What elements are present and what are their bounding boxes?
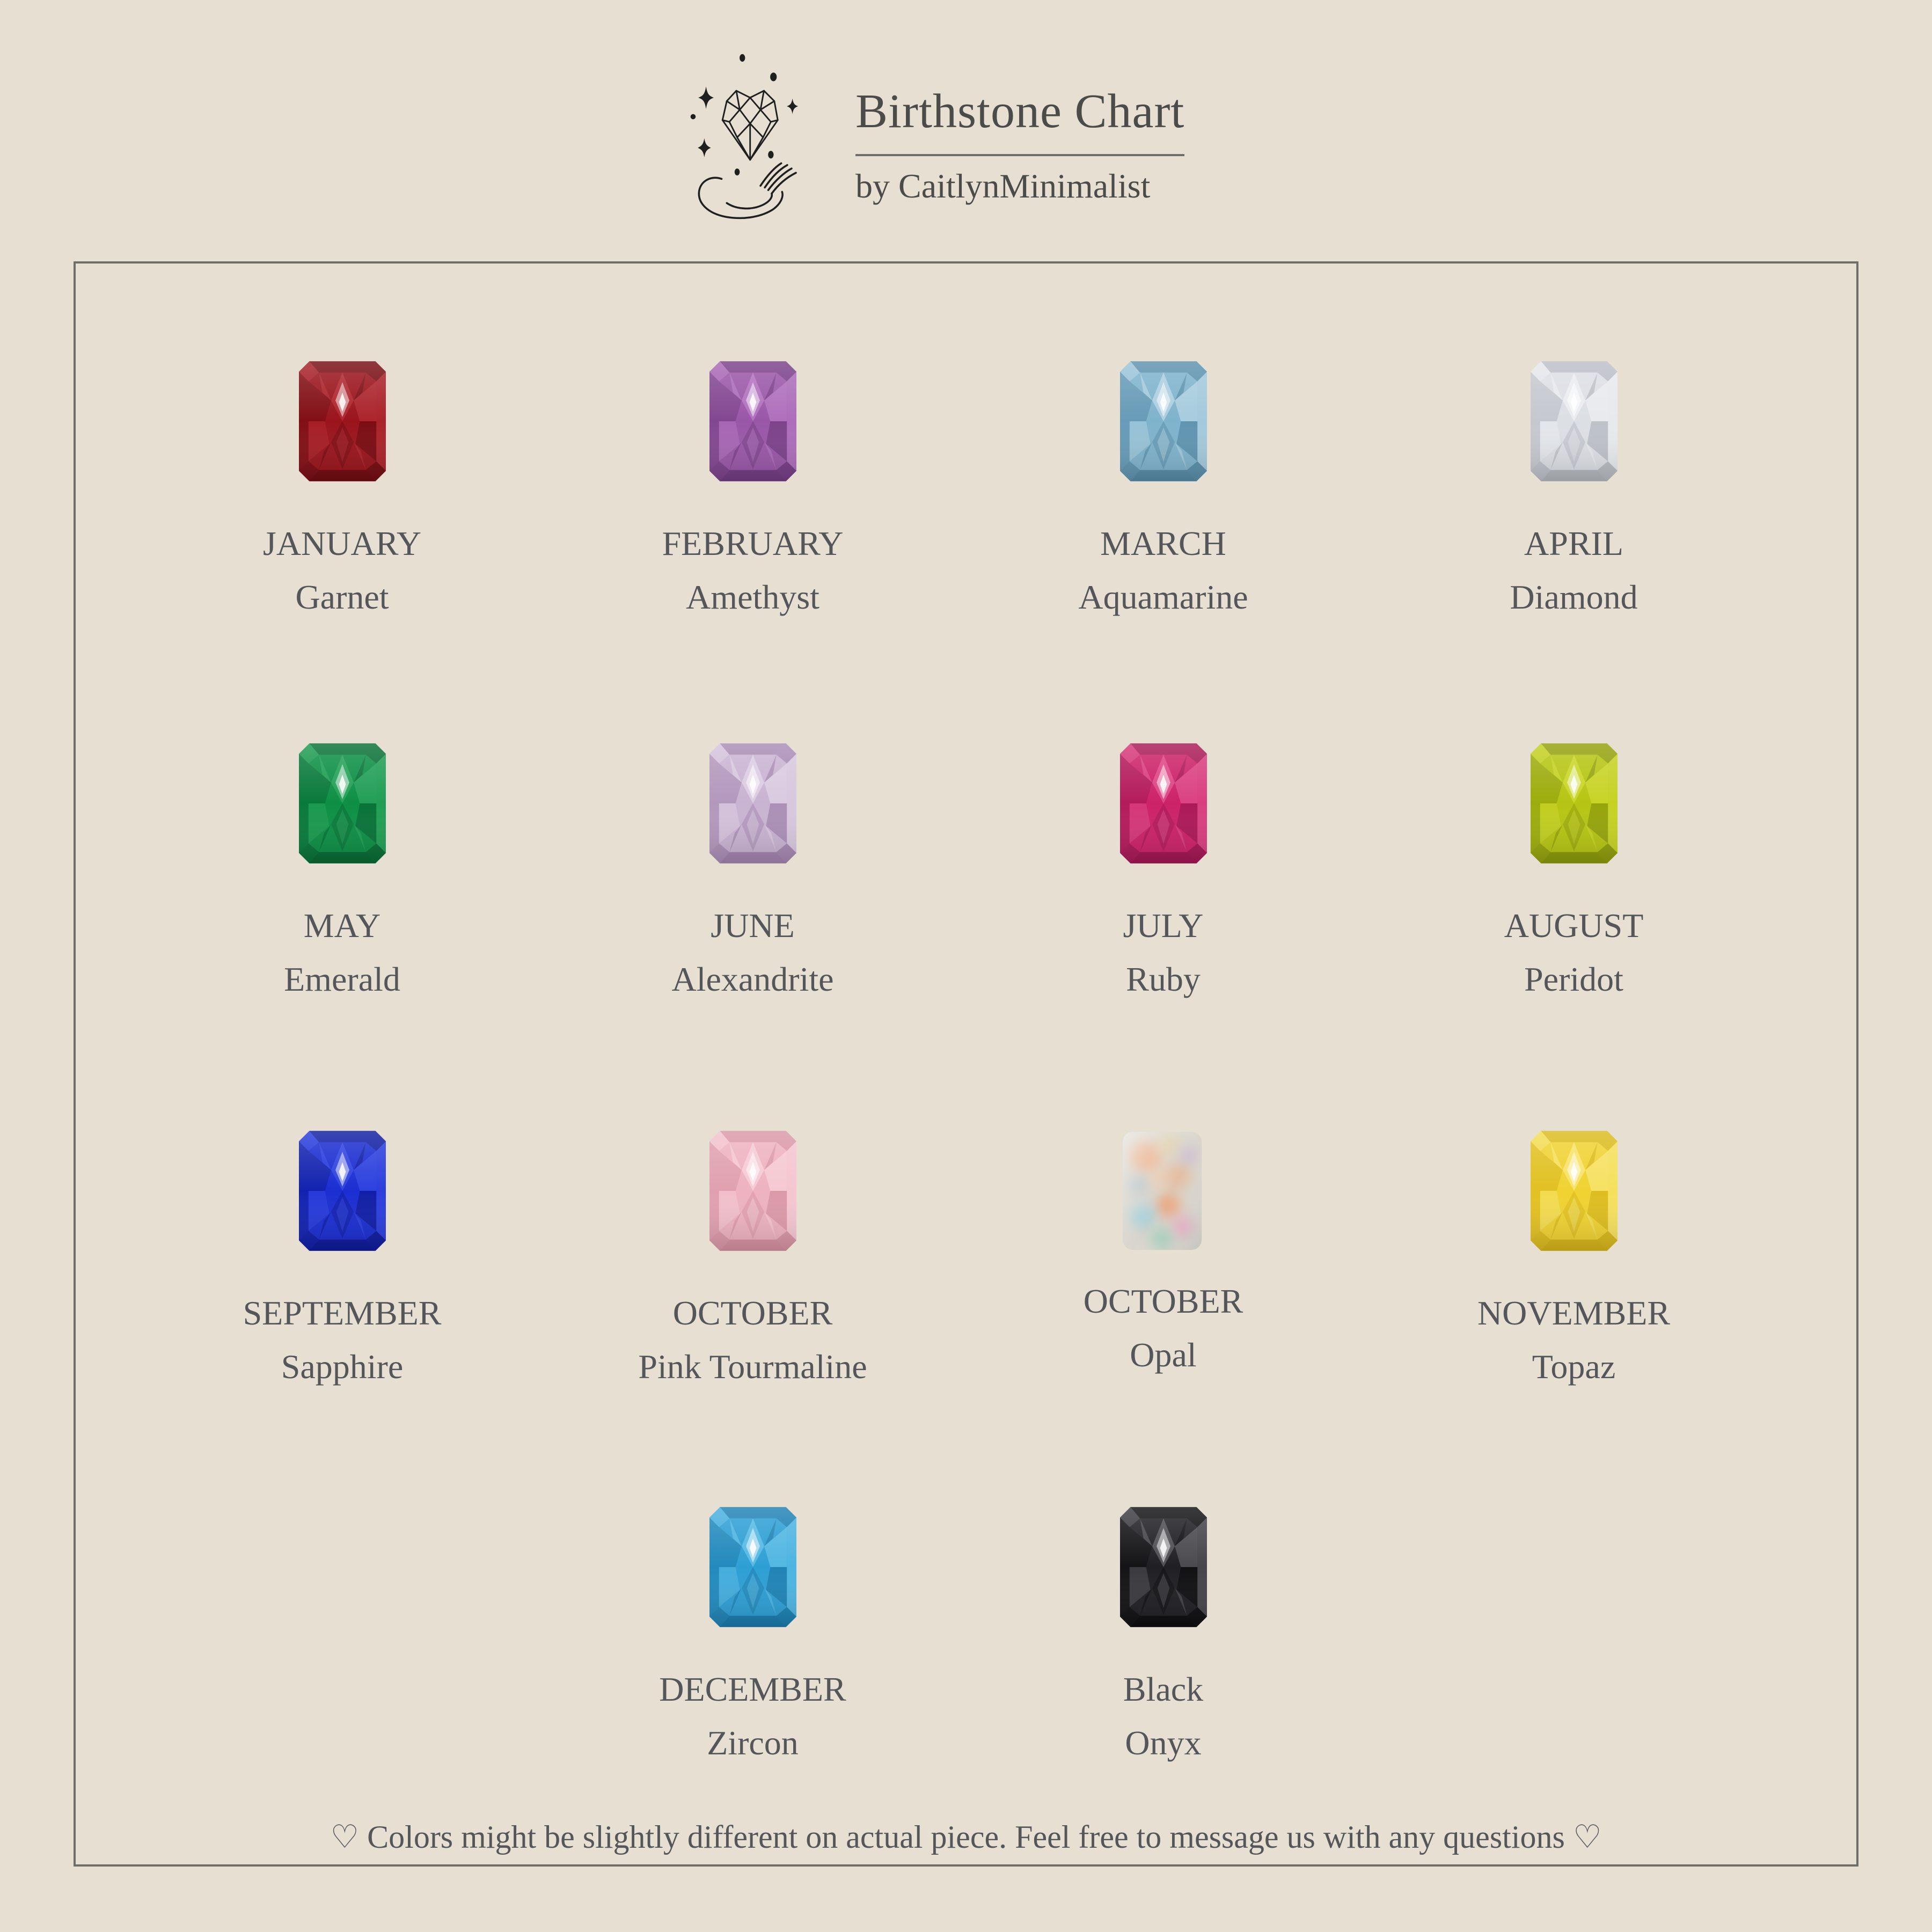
stone-cell — [958, 1507, 1368, 1770]
gem-icon — [709, 743, 796, 863]
stone-caption — [1368, 517, 1779, 624]
stone-name-label: Ruby — [1126, 960, 1201, 998]
stone-month-label: OCTOBER — [1083, 1282, 1243, 1320]
stone-cell — [1368, 743, 1779, 1131]
stone-cell — [547, 743, 958, 1131]
gem-svg — [1531, 361, 1618, 481]
stone-cell — [958, 361, 1368, 743]
chart-border-box — [74, 261, 1858, 1867]
gem-icon — [1531, 1131, 1618, 1251]
stone-name-label: Aquamarine — [1078, 578, 1248, 616]
stone-caption — [958, 1275, 1368, 1382]
gem-svg — [299, 1131, 386, 1251]
gem-svg — [1120, 1507, 1207, 1627]
stone-name-label: Opal — [1130, 1336, 1197, 1374]
stone-month-label: DECEMBER — [659, 1670, 846, 1708]
stone-name-label: Alexandrite — [671, 960, 834, 998]
gem-svg — [709, 361, 796, 481]
stone-month-label: APRIL — [1524, 524, 1623, 562]
stone-caption — [1368, 899, 1779, 1006]
stone-cell — [137, 361, 547, 743]
stone-cell — [1368, 1131, 1779, 1507]
stone-cell — [958, 1131, 1368, 1507]
stone-caption — [547, 1663, 958, 1770]
gem-svg — [299, 361, 386, 481]
title-divider — [855, 154, 1184, 156]
stone-caption — [547, 517, 958, 624]
stone-caption — [547, 1286, 958, 1394]
gem-svg — [709, 743, 796, 863]
stone-month-label: AUGUST — [1504, 906, 1644, 945]
stone-month-label: MAY — [303, 906, 381, 945]
stone-name-label: Pink Tourmaline — [638, 1348, 867, 1386]
stone-name-label: Sapphire — [281, 1348, 404, 1386]
stone-caption — [547, 899, 958, 1006]
stone-month-label: NOVEMBER — [1477, 1294, 1671, 1332]
stone-month-label: FEBRUARY — [662, 524, 844, 562]
stone-caption — [958, 899, 1368, 1006]
gem-svg — [1531, 1131, 1618, 1251]
stone-cell — [547, 1131, 958, 1507]
stone-month-label: JANUARY — [262, 524, 422, 562]
gem-icon — [299, 743, 386, 863]
stone-caption — [137, 1286, 547, 1394]
stone-month-label: MARCH — [1100, 524, 1226, 562]
gem-svg — [1531, 743, 1618, 863]
gem-svg — [299, 743, 386, 863]
stone-name-label: Zircon — [707, 1724, 799, 1762]
stone-name-label: Amethyst — [686, 578, 819, 616]
stone-month-label: JULY — [1123, 906, 1204, 945]
gem-svg — [709, 1131, 796, 1251]
page-title: Birthstone Chart — [855, 85, 1185, 138]
heart-diamond-hand-logo-icon — [687, 51, 825, 224]
header — [687, 51, 1184, 224]
page-subtitle: by CaitlynMinimalist — [855, 167, 1151, 205]
stones-grid — [137, 361, 1779, 1770]
gem-icon — [1120, 361, 1207, 481]
gem-icon — [709, 361, 796, 481]
opal-svg — [1120, 1131, 1207, 1251]
gem-svg — [709, 1507, 796, 1627]
stone-month-label: SEPTEMBER — [243, 1294, 442, 1332]
stone-name-label: Peridot — [1524, 960, 1623, 998]
stone-month-label: OCTOBER — [672, 1294, 833, 1332]
stone-cell — [547, 361, 958, 743]
gem-icon — [1120, 743, 1207, 863]
stone-caption — [958, 517, 1368, 624]
gem-icon — [709, 1507, 796, 1627]
stone-cell — [137, 1131, 547, 1507]
gem-icon — [299, 361, 386, 481]
footer-note: ♡ Colors might be slightly different on actual piece. Feel free to message us with any questions ♡ — [330, 1819, 1602, 1855]
stone-cell — [1368, 361, 1779, 743]
stone-cell — [547, 1507, 958, 1770]
gem-icon — [1120, 1507, 1207, 1627]
stone-caption — [137, 899, 547, 1006]
gem-svg — [1120, 361, 1207, 481]
stone-caption — [137, 517, 547, 624]
stone-cell — [958, 743, 1368, 1131]
gem-icon — [1531, 743, 1618, 863]
stone-name-label: Emerald — [284, 960, 400, 998]
stone-month-label: Black — [1123, 1670, 1204, 1708]
title-block — [855, 82, 1184, 206]
gem-svg — [1120, 743, 1207, 863]
gem-icon — [299, 1131, 386, 1251]
gem-icon — [1531, 361, 1618, 481]
gem-icon — [709, 1131, 796, 1251]
stone-caption — [1368, 1286, 1779, 1394]
stone-cell — [137, 743, 547, 1131]
stone-caption — [958, 1663, 1368, 1770]
stone-name-label: Garnet — [295, 578, 389, 616]
stone-name-label: Diamond — [1510, 578, 1638, 616]
stone-name-label: Topaz — [1532, 1348, 1616, 1386]
stone-name-label: Onyx — [1125, 1724, 1202, 1762]
stone-month-label: JUNE — [711, 906, 795, 945]
gem-icon — [1120, 1131, 1207, 1251]
